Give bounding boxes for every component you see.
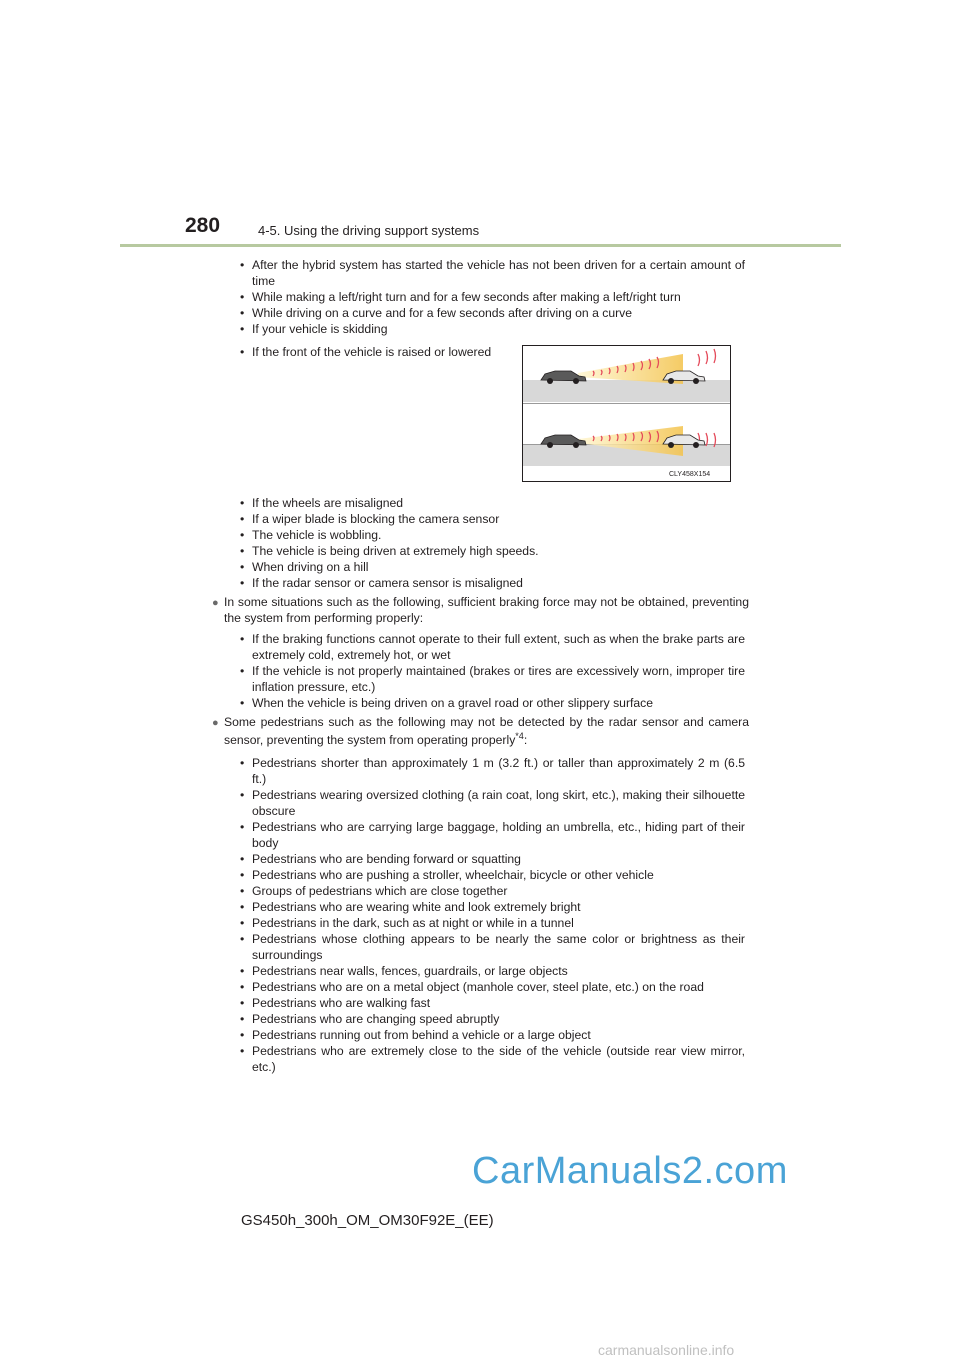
list-item: • Pedestrians in the dark, such as at night or while in a tunnel	[240, 915, 745, 931]
vehicle-raised-lowered-illustration	[523, 346, 730, 481]
list-item: • If a wiper blade is blocking the camera sensor	[240, 511, 745, 527]
road-upper	[523, 380, 730, 402]
list-item: • Pedestrians running out from behind a vehicle or a large object	[240, 1027, 745, 1043]
document-code-footer: GS450h_300h_OM_OM30F92E_(EE)	[241, 1212, 494, 1229]
list-item: • The vehicle is wobbling.	[240, 527, 745, 543]
list-item: • If the front of the vehicle is raised or lowered	[240, 344, 505, 360]
footnote-ref: *4	[515, 730, 524, 741]
section-title: 4-5. Using the driving support systems	[258, 223, 480, 238]
conditions-list-3	[240, 495, 745, 591]
watermark-carmanuals2: CarManuals2.com	[472, 1150, 788, 1192]
list-item: • While driving on a curve and for a few seconds after driving on a curve	[240, 305, 745, 321]
list-item: • If the vehicle is not properly maintained (brakes or tires are excessively worn, improper tire inflation pressure, etc.)	[240, 663, 745, 695]
bullet-circle-icon: ●	[212, 717, 219, 729]
list-item: • When the vehicle is being driven on a gravel road or other slippery surface	[240, 695, 745, 711]
figure-caption: CLY458X154	[669, 471, 711, 478]
list-item: • Pedestrians who are bending forward or squatting	[240, 851, 745, 867]
list-item: • Groups of pedestrians which are close together	[240, 883, 745, 899]
list-item: • The vehicle is being driven at extremely high speeds.	[240, 543, 745, 559]
pedestrian-conditions-list	[240, 755, 745, 1075]
list-item: • After the hybrid system has started the vehicle has not been driven for a certain amount of time	[240, 257, 745, 289]
list-item: • Pedestrians who are changing speed abruptly	[240, 1011, 745, 1027]
paragraph-text: Some pedestrians such as the following may not be detected by the radar sensor and camera sensor, preventing the system from operating properly	[224, 715, 749, 747]
page-number: 280	[185, 214, 221, 237]
list-item: • Pedestrians whose clothing appears to be nearly the same color or brightness as their surroundings	[240, 931, 745, 963]
pedestrian-detection-paragraph: ● Some pedestrians such as the following may not be detected by the radar sensor and camera sensor, preventing the system from operating properly$^{*4}$:	[212, 715, 749, 747]
list-item: • While making a left/right turn and for a few seconds after making a left/right turn	[240, 289, 745, 305]
conditions-list-2	[240, 344, 505, 360]
list-item: • If your vehicle is skidding	[240, 321, 745, 337]
watermark-carmanualsonline: carmanualsonline.info	[598, 1342, 735, 1358]
list-item: • Pedestrians wearing oversized clothing (a rain coat, long skirt, etc.), making their silhouette obscure	[240, 787, 745, 819]
bullet-circle-icon: ●	[212, 597, 219, 609]
braking-conditions-list	[240, 631, 745, 711]
list-item: • If the wheels are misaligned	[240, 495, 745, 511]
list-item: • Pedestrians who are walking fast	[240, 995, 745, 1011]
paragraph-text: In some situations such as the following, sufficient braking force may not be obtained, preventing the system from performing properly:	[224, 595, 749, 625]
list-item: • Pedestrians near walls, fences, guardrails, or large objects	[240, 963, 745, 979]
conditions-list-1	[240, 257, 745, 337]
list-item: • Pedestrians shorter than approximately 1 m (3.2 ft.) or taller than approximately 2 m (6.5 ft.)	[240, 755, 745, 787]
list-item: • Pedestrians who are on a metal object (manhole cover, steel plate, etc.) on the road	[240, 979, 745, 995]
list-item: • If the braking functions cannot operate to their full extent, such as when the brake parts are extremely cold, extremely hot, or wet	[240, 631, 745, 663]
list-item: • Pedestrians who are extremely close to the side of the vehicle (outside rear view mirror, etc.)	[240, 1043, 745, 1075]
braking-force-paragraph	[212, 594, 749, 626]
header-rule	[120, 244, 841, 247]
list-item: • Pedestrians who are pushing a stroller, wheelchair, bicycle or other vehicle	[240, 867, 745, 883]
list-item: • If the radar sensor or camera sensor is misaligned	[240, 575, 745, 591]
list-item: • Pedestrians who are wearing white and look extremely bright	[240, 899, 745, 915]
vehicle-illustration	[522, 345, 731, 482]
list-item: • Pedestrians who are carrying large baggage, holding an umbrella, etc., hiding part of their body	[240, 819, 745, 851]
list-item: • When driving on a hill	[240, 559, 745, 575]
